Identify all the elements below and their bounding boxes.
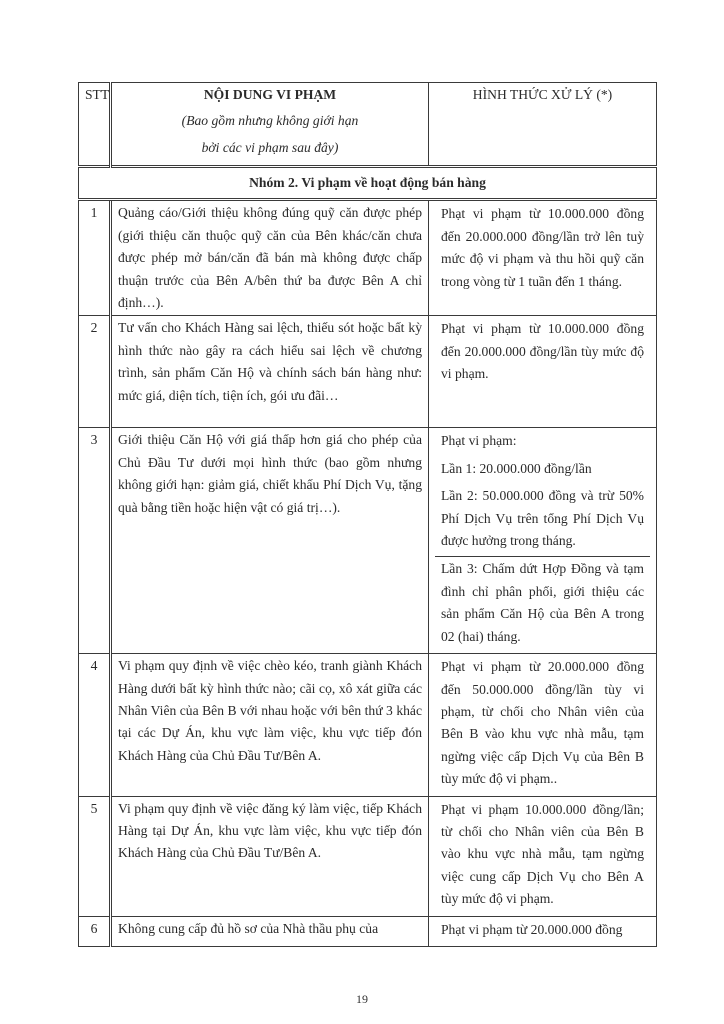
group-row <box>79 167 657 200</box>
row-handling-text: Phạt vi phạm từ 20.000.000 đồng <box>441 921 623 937</box>
table-row <box>79 654 657 796</box>
row-handling <box>429 916 657 946</box>
row-handling <box>429 654 657 796</box>
table-row <box>79 316 657 428</box>
violation-table <box>78 82 657 947</box>
header-handling: HÌNH THỨC XỬ LÝ (*) <box>429 83 657 167</box>
table-row <box>79 428 657 654</box>
table-row <box>79 200 657 316</box>
row-stt: 4 <box>79 654 111 796</box>
row-handling <box>429 428 657 654</box>
table-row <box>79 916 657 946</box>
header-stt: STT <box>79 83 111 167</box>
row-stt: 6 <box>79 916 111 946</box>
header-content-sub-1: (Bao gồm nhưng không giới hạn <box>181 113 359 129</box>
row-stt: 2 <box>79 316 111 428</box>
row-handling-text: Lần 3: Chấm dứt Hợp Đồng và tạm đình chỉ phân phối, giới thiệu các sản phẩm Căn Hộ của Bên A trong 02 (hai) tháng. <box>435 556 650 652</box>
row-stt: 1 <box>79 200 111 316</box>
row-handling <box>429 200 657 316</box>
header-content <box>111 83 429 167</box>
header-content-sub-2: bởi các vi phạm sau đây) <box>201 139 339 155</box>
row-handling-text: Phạt vi phạm: <box>441 433 517 449</box>
row-handling-text: Phạt vi phạm từ 10.000.000 đồng đến 20.000.000 đồng/lần trở lên tuỳ mức độ vi phạm và thu hồi quỹ căn trong vòng từ 1 tuần đến 1 tháng. <box>441 206 644 289</box>
header-content-title: NỘI DUNG VI PHẠM <box>203 87 337 102</box>
row-content: Vi phạm quy định về việc đăng ký làm việc, tiếp Khách Hàng tại Dự Án, khu vực làm việc, khu vực tiếp đón Khách Hàng của Chủ Đầu Tư/Bên A. <box>111 796 429 916</box>
row-handling <box>429 316 657 428</box>
row-handling-text: Phạt vi phạm từ 20.000.000 đồng đến 50.000.000 đồng/lần tùy vi phạm, từ chối cho Nhân viên của Bên B vào khu vực nhà mẫu, tạm ngừng việc cấp Dịch Vụ của Bên B tùy mức độ vi phạm.. <box>441 659 644 787</box>
page-number: 19 <box>356 992 368 1006</box>
row-stt: 3 <box>79 428 111 654</box>
row-handling-text: Phạt vi phạm 10.000.000 đồng/lần; từ chối cho Nhân viên của Bên B vào khu vực nhà mẫu, tạm ngừng việc cung cấp Dịch Vụ cho Bên A tùy mức độ vi phạm. <box>441 801 644 907</box>
row-stt: 5 <box>79 796 111 916</box>
row-handling <box>429 796 657 916</box>
row-handling-text: Lần 2: 50.000.000 đồng và trừ 50% Phí Dịch Vụ trên tổng Phí Dịch Vụ được hưởng trong tháng. <box>441 488 644 549</box>
row-content: Quảng cáo/Giới thiệu không đúng quỹ căn được phép (giới thiệu căn thuộc quỹ căn của Bên khác/căn chưa được phép mở bán/căn đã bán mà không được chấp thuận trước của Bên A/bên thứ ba được Bên A chỉ định…). <box>111 200 429 316</box>
row-handling-text: Phạt vi phạm từ 10.000.000 đồng đến 20.000.000 đồng/lần tùy mức độ vi phạm. <box>441 321 644 382</box>
row-content: Giới thiệu Căn Hộ với giá thấp hơn giá cho phép của Chủ Đầu Tư dưới mọi hình thức (bao gồm nhưng không giới hạn: giảm giá, chiết khấu Phí Dịch Vụ, tặng quà bằng tiền hoặc hiện vật có giá trị…). <box>111 428 429 654</box>
row-handling-text: Lần 1: 20.000.000 đồng/lần <box>441 460 592 476</box>
row-content: Vi phạm quy định về việc chèo kéo, tranh giành Khách Hàng dưới bất kỳ hình thức nào; cãi cọ, xô xát giữa các Nhân Viên của Bên B với nhau hoặc với bên thứ 3 khác tại các Dự Án, khu vực làm việc, khu vực tiếp đón Khách Hàng của Chủ Đầu Tư/Bên A. <box>111 654 429 796</box>
row-content: Không cung cấp đủ hồ sơ của Nhà thầu phụ của <box>111 916 429 946</box>
table-header-row <box>79 83 657 167</box>
row-content: Tư vấn cho Khách Hàng sai lệch, thiếu sót hoặc bất kỳ hình thức nào gây ra cách hiểu sai lệch về chương trình, sản phẩm Căn Hộ và chính sách bán hàng như: mức giá, diện tích, tiện ích, gói ưu đãi… <box>111 316 429 428</box>
table-row <box>79 796 657 916</box>
group-title: Nhóm 2. Vi phạm về hoạt động bán hàng <box>79 167 657 200</box>
